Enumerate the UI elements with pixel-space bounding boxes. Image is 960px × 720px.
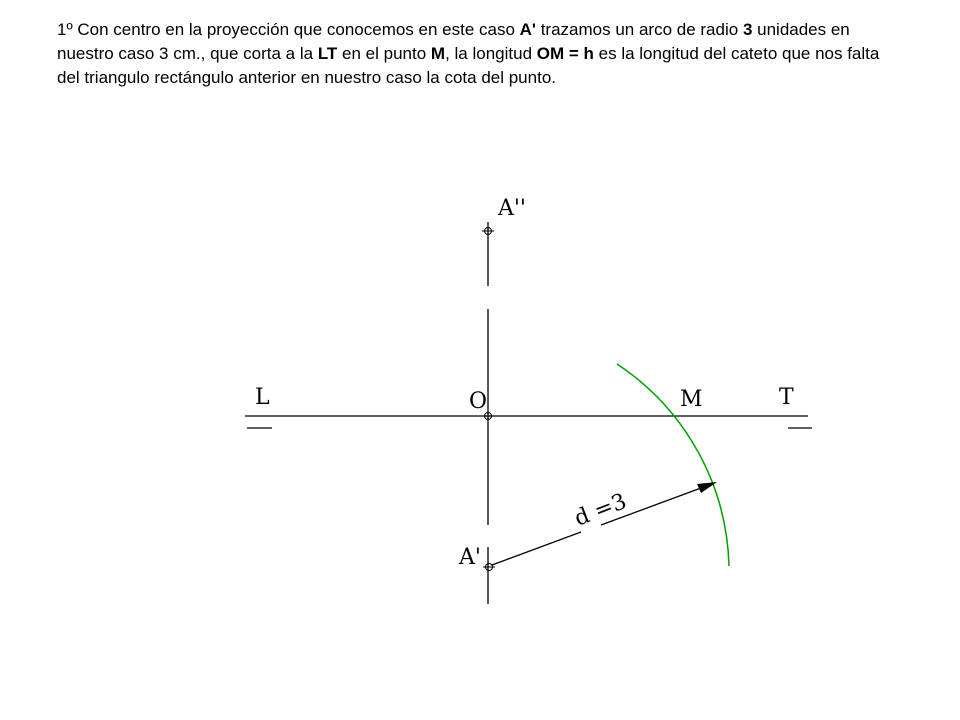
label-a-prime: A': [459, 545, 481, 570]
label-m: M: [680, 387, 703, 412]
bold-term: OM = h: [536, 44, 594, 63]
text-segment: es la longitud del cateto que nos falta del triangulo rectángulo anterior en nuestro caso la cota del punto.: [57, 44, 880, 87]
text-segment: trazamos un arco de radio: [535, 20, 743, 39]
bold-term: LT: [317, 44, 338, 63]
label-l: L: [255, 385, 270, 410]
bold-term: 3: [742, 20, 753, 39]
label-a-double-prime: A'': [498, 196, 526, 221]
label-t: T: [779, 385, 794, 410]
bold-term: A': [519, 20, 536, 39]
text-segment: unidades en nuestro caso 3 cm., que corta a la: [57, 20, 850, 63]
dimension-line-start: [492, 532, 581, 565]
text-segment: , la longitud: [445, 44, 537, 63]
bold-term: M: [430, 44, 446, 63]
text-segment: 1º Con centro en la proyección que conocemos en este caso: [57, 20, 520, 39]
text-segment: en el punto: [337, 44, 431, 63]
label-o: O: [469, 389, 488, 414]
radius-arc: [617, 364, 729, 566]
dimension-label: d =3: [571, 489, 631, 532]
